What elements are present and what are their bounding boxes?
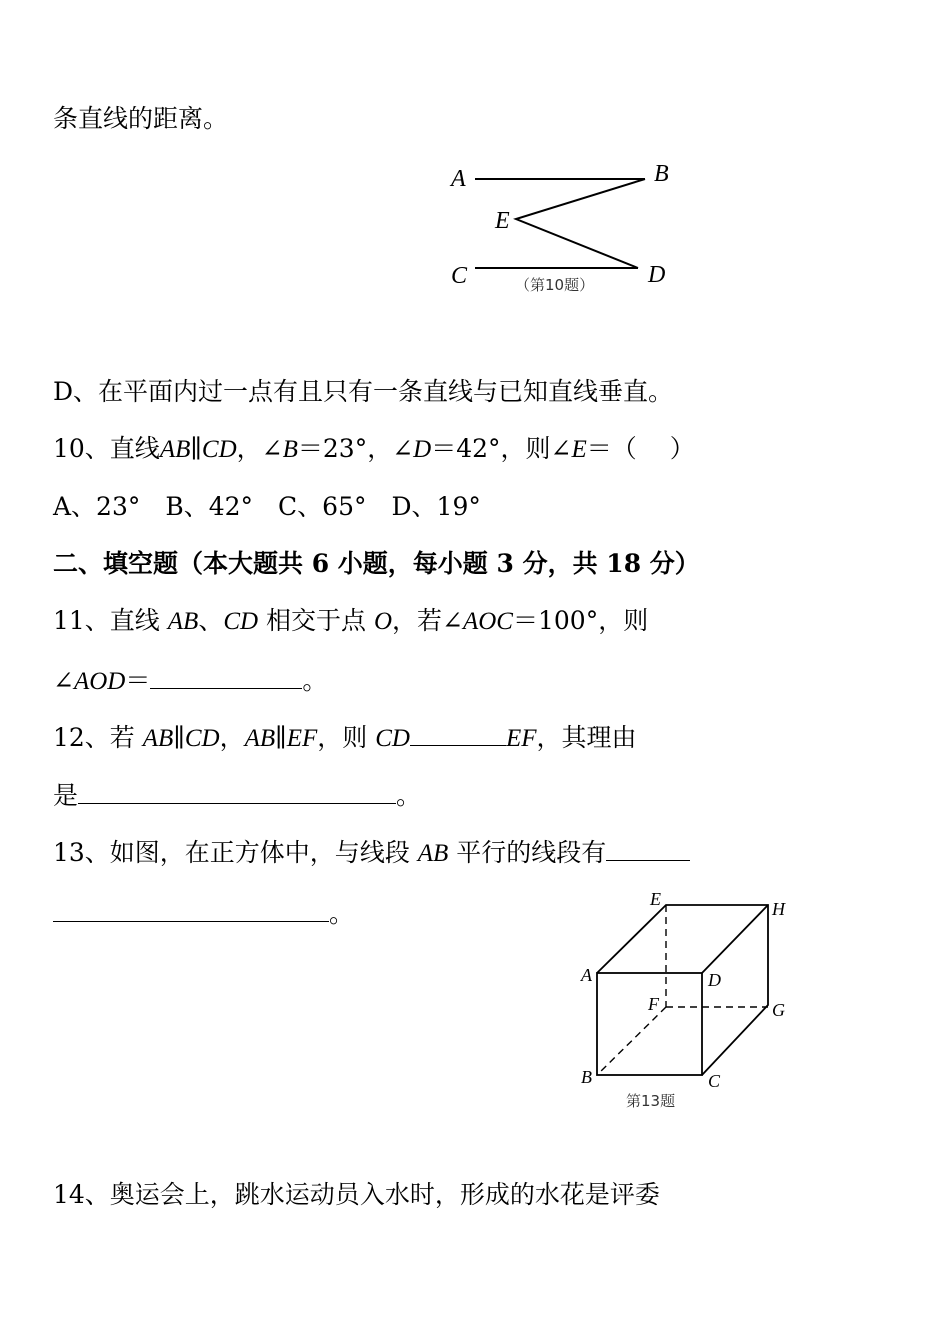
q10-text: 10、直线AB∥CD，∠B＝23°，∠D＝42°，则∠E＝（ ） <box>53 434 695 463</box>
q9-option-d: D、在平面内过一点有且只有一条直线与已知直线垂直。 <box>53 377 674 406</box>
q13-answer-blank-1[interactable] <box>606 836 690 861</box>
label-b: B <box>654 161 669 187</box>
figure-10 <box>440 155 680 300</box>
q12-reason-blank[interactable] <box>78 779 396 804</box>
label-a: A <box>451 166 466 192</box>
label-a: A <box>581 965 592 985</box>
label-d: D <box>708 970 721 990</box>
segment-b-e-d <box>516 179 645 268</box>
figure-10-caption: （第10题） <box>515 276 595 294</box>
q12-relation-blank[interactable] <box>410 721 506 746</box>
q10-options: A、23° B、42° C、65° D、19° <box>53 492 481 521</box>
edge-dh <box>702 905 768 973</box>
q9-tail: 条直线的距离。 <box>53 104 229 133</box>
label-d: D <box>648 262 666 288</box>
q11-answer-blank[interactable] <box>150 664 302 689</box>
q14-text: 14、奥运会上，跳水运动员入水时，形成的水花是评委 <box>53 1180 660 1209</box>
q11-text: 11、直线 AB、CD 相交于点 O，若∠AOC＝100°，则 <box>53 606 649 635</box>
q13-text: 13、如图，在正方体中，与线段 AB 平行的线段有 <box>53 836 690 869</box>
q12-reason-line: 是 。 <box>53 781 422 810</box>
q11-answer-line: ∠AOD＝ 。 <box>53 666 328 695</box>
edge-fb-hidden <box>597 1007 666 1075</box>
label-b: B <box>581 1067 592 1087</box>
label-c: C <box>451 263 468 289</box>
q13-answer-line: 。 <box>53 897 354 929</box>
q13-answer-blank-2[interactable] <box>53 897 329 922</box>
label-e: E <box>495 208 510 234</box>
q12-text: 12、若 AB∥CD，AB∥EF，则 CD EF，其理由 <box>53 723 637 752</box>
figure-13-cube <box>570 885 800 1115</box>
label-g: G <box>772 1000 785 1020</box>
section-2-heading: 二、填空题（本大题共 6 小题，每小题 3 分，共 18 分） <box>53 549 700 578</box>
figure-13-caption: 第13题 <box>626 1092 676 1110</box>
label-e: E <box>650 889 661 909</box>
label-f: F <box>648 994 659 1014</box>
label-h: H <box>772 899 785 919</box>
label-c: C <box>708 1071 721 1091</box>
